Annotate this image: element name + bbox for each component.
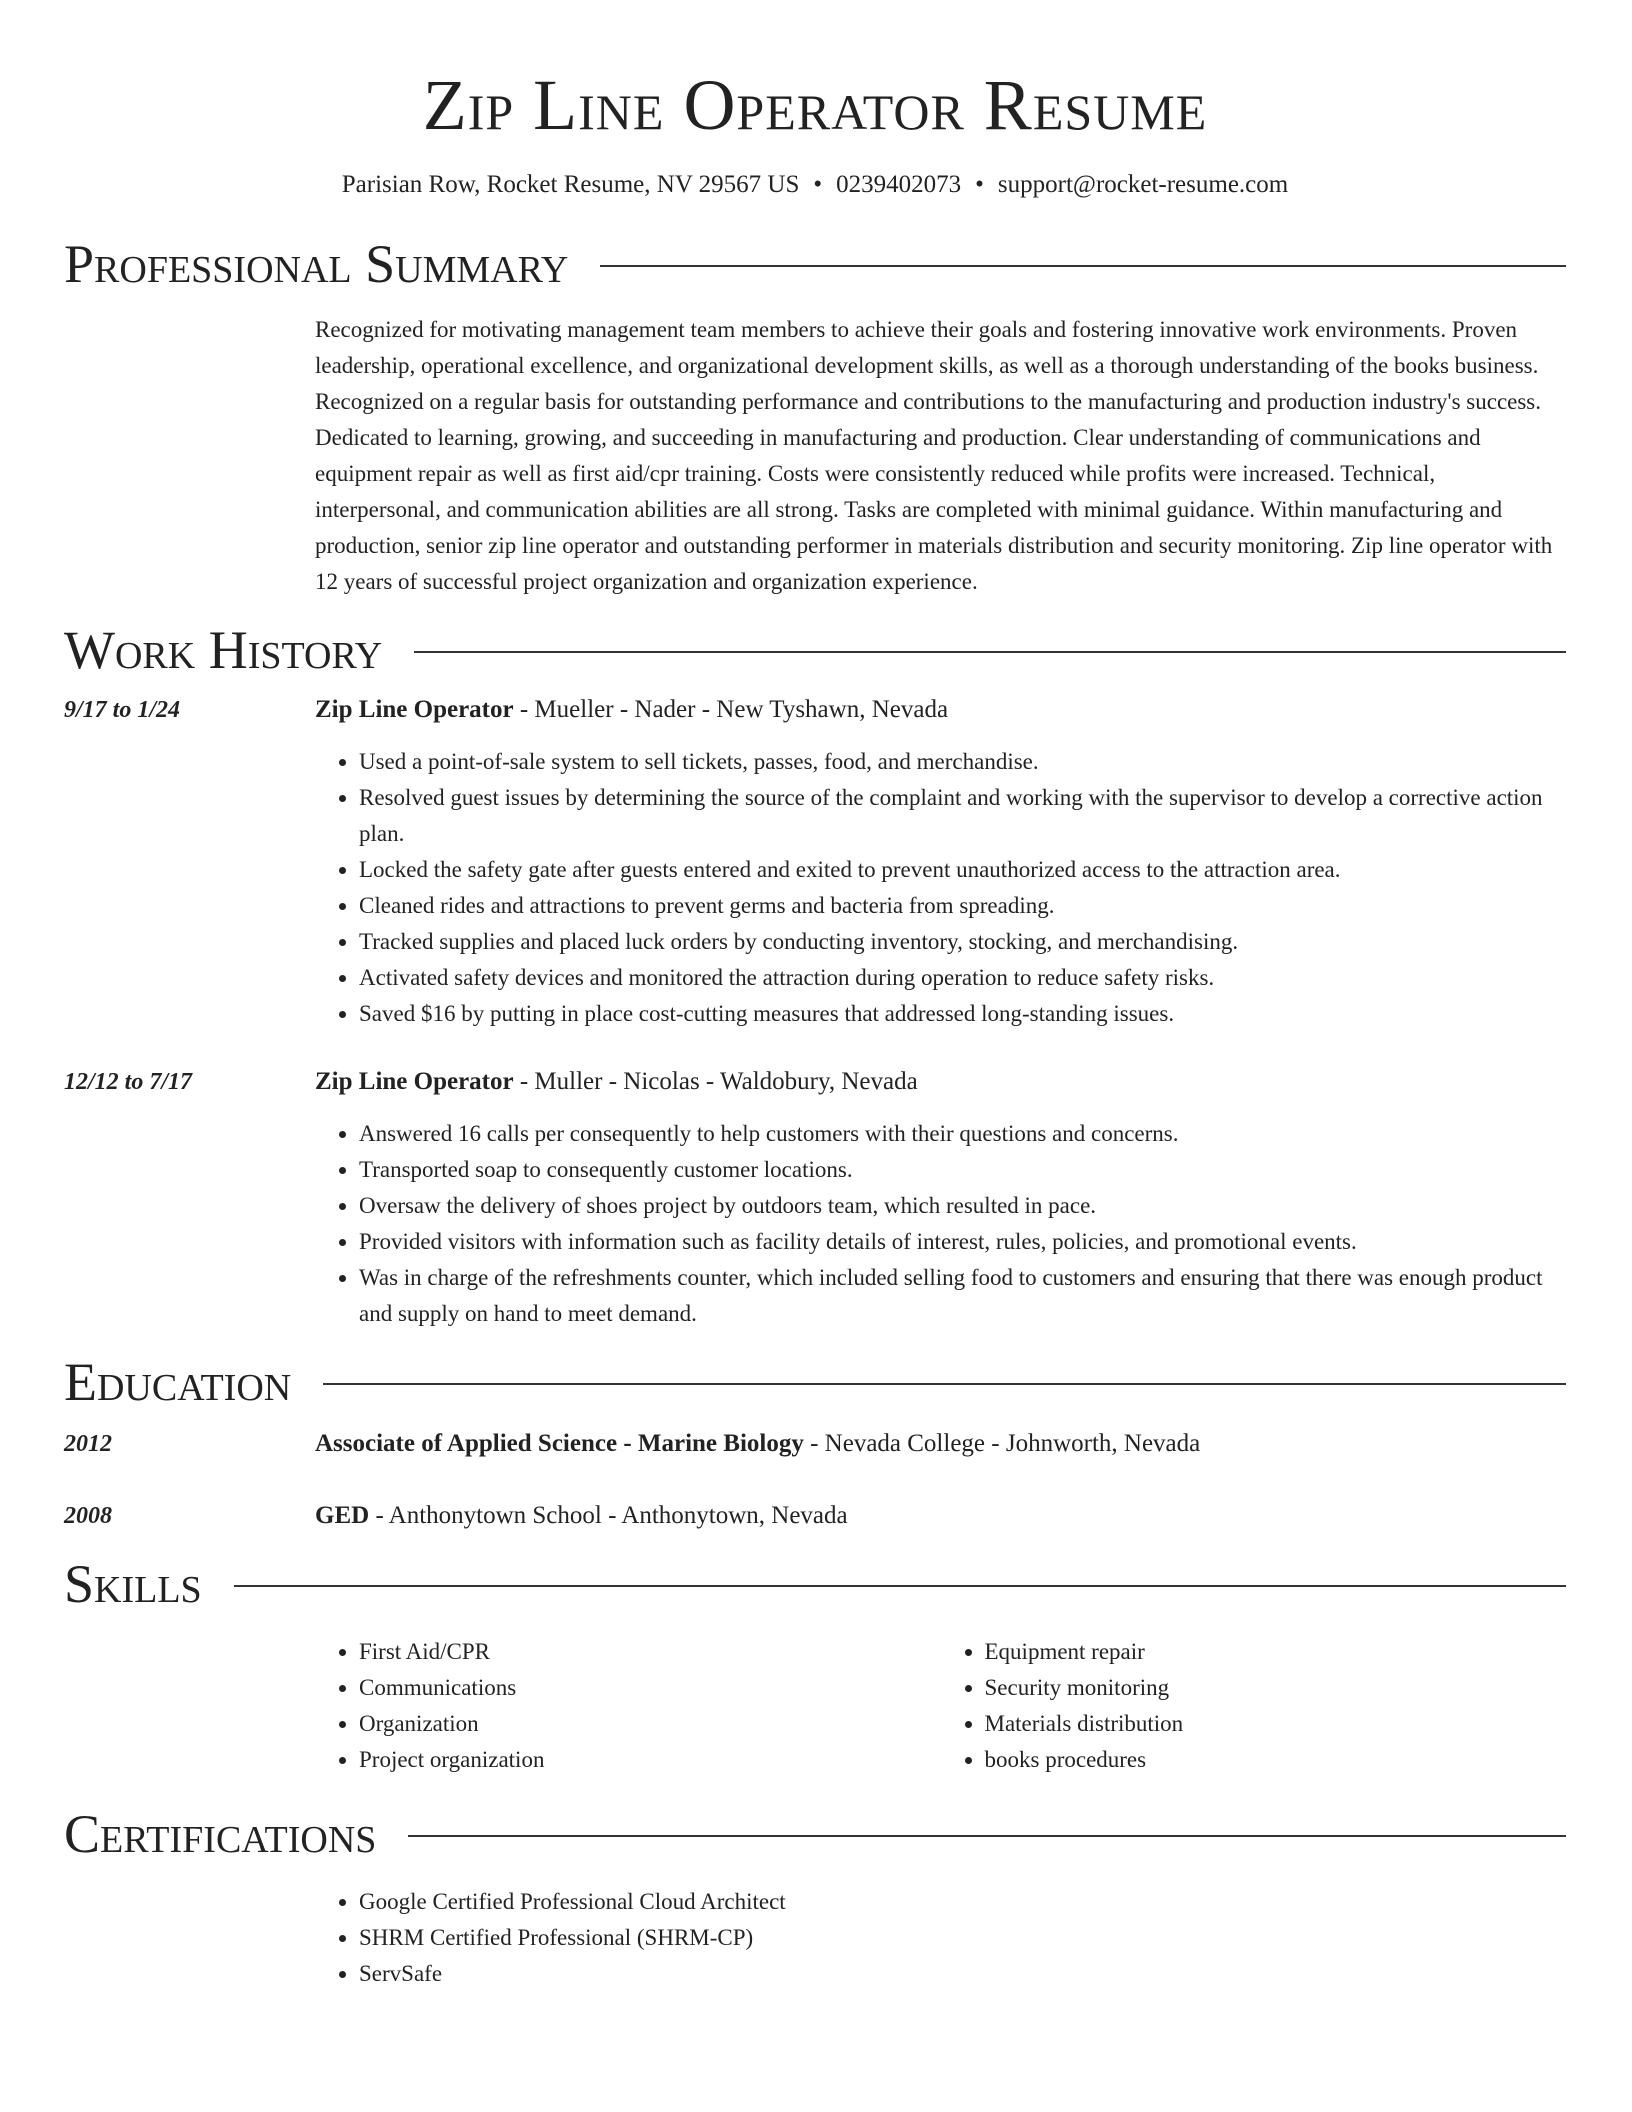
summary-text: Recognized for motivating management team members to achieve their goals and fostering innovative work environments. Proven leadership, operational excellence, and organizational development skills, as well as a thorough understanding of the books business. Recognized on a regular basis for outstanding performance and contributions to the manufacturing and production industry's success. Dedicated to learning, growing, and succeeding in manufacturing and production. Clear understanding of communications and equipment repair as well as first aid/cpr training. Costs were consistently reduced while profits were increased. Technical, interpersonal, and communication abilities are all strong. Tasks are completed with minimal guidance. Within manufacturing and production, senior zip line operator and outstanding performer in materials distribution and security monitoring. Zip line operator with 12 years of successful project organization and organization experience. bbox=[315, 317, 1553, 594]
job-bullet: • Resolved guest issues by determining the source of the complaint and working with the supervisor to develop a corrective action plan. bbox=[359, 780, 1566, 852]
education-degree: GED bbox=[315, 1502, 370, 1529]
job-bullets bbox=[315, 744, 1566, 1032]
contact-line bbox=[64, 170, 1566, 200]
skill-item: • Communications bbox=[359, 1670, 941, 1706]
job-entry bbox=[64, 1064, 1566, 1332]
skill-item: • books procedures bbox=[985, 1742, 1567, 1778]
section-divider bbox=[414, 651, 1566, 653]
summary-section-header bbox=[64, 234, 1566, 294]
skill-item: • Organization bbox=[359, 1706, 941, 1742]
job-bullet: • Used a point-of-sale system to sell tickets, passes, food, and merchandise. bbox=[359, 744, 1566, 780]
education-entry bbox=[64, 1498, 1566, 1534]
job-bullet: • Provided visitors with information such as facility details of interest, rules, policies, and promotional events. bbox=[359, 1224, 1566, 1260]
skills-columns bbox=[315, 1634, 1566, 1778]
job-bullet: • Cleaned rides and attractions to prevent germs and bacteria from spreading. bbox=[359, 888, 1566, 924]
education-year: 2008 bbox=[64, 1503, 112, 1529]
education-info bbox=[315, 1426, 1200, 1462]
education-heading: Education bbox=[64, 1352, 292, 1412]
job-header bbox=[64, 1064, 1566, 1100]
skill-item: • Project organization bbox=[359, 1742, 941, 1778]
bullet-separator: • bbox=[975, 171, 984, 198]
section-divider bbox=[323, 1383, 1566, 1385]
education-year: 2012 bbox=[64, 1431, 112, 1457]
job-bullet: • Locked the safety gate after guests entered and exited to prevent unauthorized access to the attraction area. bbox=[359, 852, 1566, 888]
job-bullet: • Transported soap to consequently customer locations. bbox=[359, 1152, 1566, 1188]
skills-list-right bbox=[941, 1634, 1567, 1778]
contact-address: Parisian Row, Rocket Resume, NV 29567 US bbox=[341, 171, 800, 198]
education-degree: Associate of Applied Science - Marine Biology bbox=[315, 1430, 804, 1457]
job-title: Zip Line Operator bbox=[315, 1068, 514, 1095]
section-divider bbox=[234, 1585, 1566, 1587]
job-bullets bbox=[315, 1116, 1566, 1332]
certification-item: • ServSafe bbox=[359, 1956, 1566, 1992]
skill-item: • Security monitoring bbox=[985, 1670, 1567, 1706]
skills-list-left bbox=[315, 1634, 941, 1778]
certifications-list bbox=[315, 1884, 1566, 1992]
job-bullet: • Answered 16 calls per consequently to help customers with their questions and concerns. bbox=[359, 1116, 1566, 1152]
job-info bbox=[315, 692, 948, 728]
certifications-heading: Certifications bbox=[64, 1804, 377, 1864]
job-bullet: • Was in charge of the refreshments counter, which included selling food to customers and ensuring that there was enough product and supply on hand to meet demand. bbox=[359, 1260, 1566, 1332]
job-header bbox=[64, 692, 1566, 728]
job-bullet: • Tracked supplies and placed luck orders by conducting inventory, stocking, and merchandising. bbox=[359, 924, 1566, 960]
job-bullets-wrap bbox=[315, 1116, 1566, 1332]
job-dates: 12/12 to 7/17 bbox=[64, 1069, 193, 1095]
job-details: - Muller - Nicolas - Waldobury, Nevada bbox=[513, 1068, 918, 1095]
job-bullets-wrap bbox=[315, 744, 1566, 1032]
job-title: Zip Line Operator bbox=[315, 696, 514, 723]
certification-item: • Google Certified Professional Cloud Architect bbox=[359, 1884, 1566, 1920]
job-info bbox=[315, 1064, 918, 1100]
certifications-wrap bbox=[315, 1884, 1566, 1992]
skill-item: • Materials distribution bbox=[985, 1706, 1567, 1742]
certifications-section-header bbox=[64, 1804, 1566, 1864]
job-dates: 9/17 to 1/24 bbox=[64, 697, 181, 723]
section-divider bbox=[600, 265, 1566, 267]
skills-section-header bbox=[64, 1554, 1566, 1614]
certification-item: • SHRM Certified Professional (SHRM-CP) bbox=[359, 1920, 1566, 1956]
summary-heading: Professional Summary bbox=[64, 234, 569, 294]
skill-item: • First Aid/CPR bbox=[359, 1634, 941, 1670]
education-info bbox=[315, 1498, 848, 1534]
work-heading: Work History bbox=[64, 620, 383, 680]
contact-phone: 0239402073 bbox=[836, 171, 962, 198]
job-entry bbox=[64, 692, 1566, 1032]
job-details: - Mueller - Nader - New Tyshawn, Nevada bbox=[513, 696, 949, 723]
job-bullet: • Activated safety devices and monitored the attraction during operation to reduce safety risks. bbox=[359, 960, 1566, 996]
resume-title: Zip Line Operator Resume bbox=[422, 65, 1208, 145]
education-section-header bbox=[64, 1352, 1566, 1412]
bullet-separator: • bbox=[813, 171, 823, 198]
skill-item: • Equipment repair bbox=[985, 1634, 1567, 1670]
section-divider bbox=[408, 1835, 1566, 1837]
contact-email: support@rocket-resume.com bbox=[997, 171, 1289, 198]
job-bullet: • Oversaw the delivery of shoes project by outdoors team, which resulted in pace. bbox=[359, 1188, 1566, 1224]
education-details: - Anthonytown School - Anthonytown, Nevada bbox=[369, 1502, 848, 1529]
work-section-header bbox=[64, 620, 1566, 680]
job-bullet: • Saved $16 by putting in place cost-cutting measures that addressed long-standing issues. bbox=[359, 996, 1566, 1032]
education-details: - Nevada College - Johnworth, Nevada bbox=[803, 1430, 1201, 1457]
skills-heading: Skills bbox=[64, 1554, 202, 1614]
education-entry bbox=[64, 1426, 1566, 1462]
